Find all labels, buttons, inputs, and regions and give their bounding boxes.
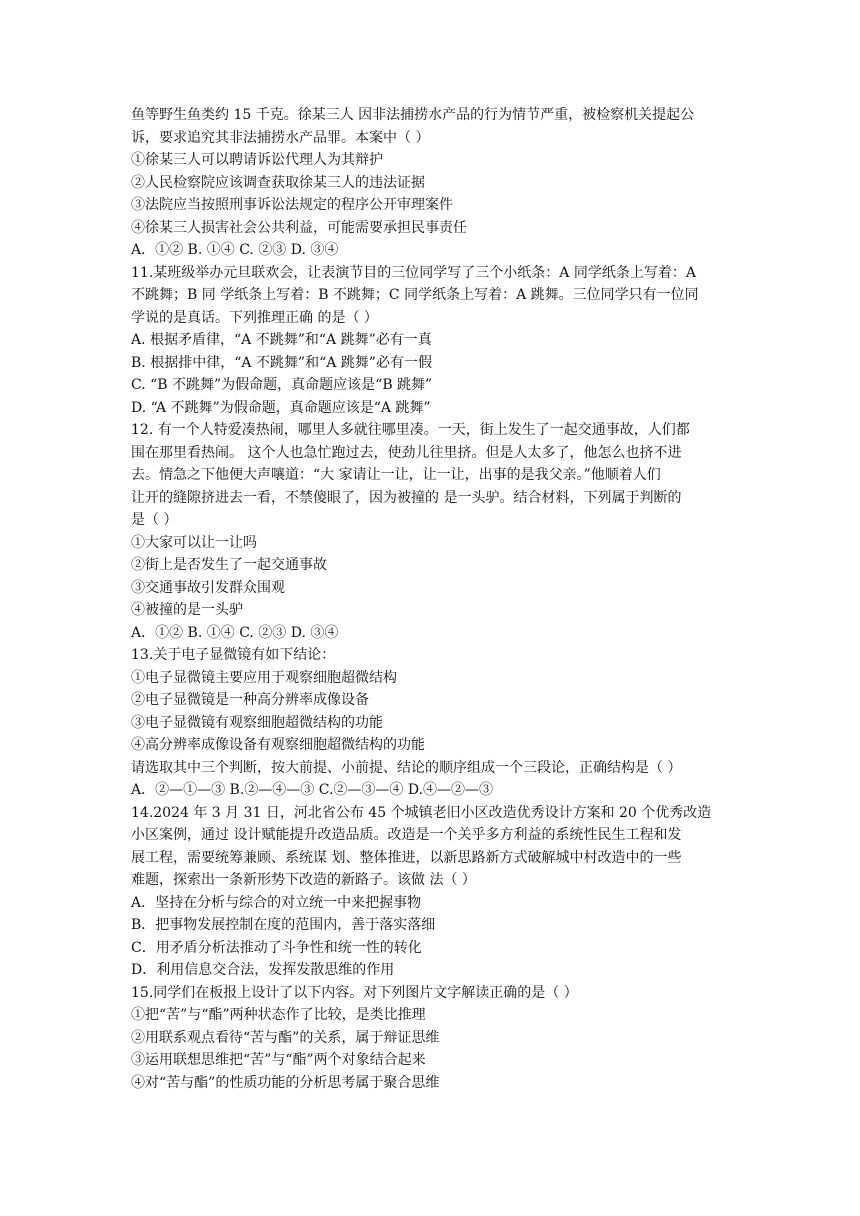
text-line: ④高分辨率成像设备有观察细胞超微结构的功能 (131, 737, 425, 753)
text-line: ③电子显微镜有观察细胞超微结构的功能 (131, 714, 383, 731)
text-line: A．坚持在分析与综合的对立统一中来把握事物 (131, 894, 422, 911)
text-line: A．②—①—③ B.②—④—③ C.②—③—④ D.④—②—③ (131, 782, 494, 798)
text-line: 是（ ） (131, 512, 178, 528)
text-line: 请选取其中三个判断，按大前提、小前提、结论的顺序组成一个三段论，正确结构是（ ） (131, 759, 682, 776)
text-line: 难题，探索出一条新形势下改造的新路子。该做 法（ ） (131, 872, 476, 888)
text-line: D. “A 不跳舞”为假命题，真命题应该是“A 跳舞” (131, 399, 431, 416)
text-line: ③运用联想思维把“苦”与“酯”两个对象结合起来 (131, 1052, 426, 1068)
text-line: ③交通事故引发群众围观 (131, 579, 285, 596)
text-line: 11.某班级举办元旦联欢会，让表演节目的三位同学写了三个小纸条：A 同学纸条上写着：A (131, 264, 696, 281)
text-line: ①电子显微镜主要应用于观察细胞超微结构 (131, 669, 397, 686)
text-line: A．①② B. ①④ C. ②③ D. ③④ (131, 242, 339, 258)
document-body (131, 104, 741, 1094)
text-line: 13.关于电子显微镜有如下结论： (131, 647, 336, 663)
text-line: 去。情急之下他便大声嚷道：“大 家请让一让，让一让，出事的是我父亲。”他顺着人们 (131, 467, 661, 483)
text-line: ①徐某三人可以聘请诉讼代理人为其辩护 (131, 152, 383, 168)
text-line: ②街上是否发生了一起交通事故 (131, 557, 327, 573)
text-line: 15.同学们在板报上设计了以下内容。对下列图片文字解读正确的是（ ） (131, 984, 578, 1001)
text-line: A. 根据矛盾律，“A 不跳舞”和“A 跳舞”必有一真 (131, 332, 432, 348)
text-line: 12. 有一个人特爱凑热闹，哪里人多就往哪里凑。一天，街上发生了一起交通事故，人们都 (131, 422, 690, 438)
text-line: 14.2024 年 3 月 31 日，河北省公布 45 个城镇老旧小区改造优秀设计方案和 20 个优秀改造 (131, 804, 712, 821)
text-line: ④被撞的是一头驴 (131, 602, 243, 618)
text-line: 鱼等野生鱼类约 15 千克。徐某三人 因非法捕捞水产品的行为情节严重，被检察机关提起公 (131, 107, 695, 123)
text-line: ②用联系观点看待“苦与酯”的关系，属于辩证思维 (131, 1029, 440, 1046)
text-line: ④徐某三人损害社会公共利益，可能需要承担民事责任 (131, 219, 467, 236)
text-line: C．用矛盾分析法推动了斗争性和统一性的转化 (131, 939, 422, 956)
text-line: 小区案例，通过 设计赋能提升改造品质。改造是一个关乎多方利益的系统性民生工程和发 (131, 827, 682, 843)
text-line: ①把“苦”与“酯”两种状态作了比较，是类比推理 (131, 1007, 426, 1023)
text-line: ②人民检察院应该调查获取徐某三人的违法证据 (131, 174, 425, 191)
text-line: B. 根据排中律，“A 不跳舞”和“A 跳舞”必有一假 (131, 354, 432, 371)
text-line: 不跳舞；B 同 学纸条上写着：B 不跳舞；C 同学纸条上写着：A 跳舞。三位同学只有一位同 (131, 287, 699, 303)
text-line: 展工程，需要统筹兼顾、系统谋 划、整体推进，以新思路新方式破解城中村改造中的一些 (131, 849, 682, 866)
text-line: ④对“苦与酯”的性质功能的分析思考属于聚合思维 (131, 1074, 440, 1091)
text-line: ③法院应当按照刑事诉讼法规定的程序公开审理案件 (131, 197, 453, 213)
text-line: 诉，要求追究其非法捕捞水产品罪。本案中（ ） (131, 129, 430, 146)
text-line: D．利用信息交合法，发挥发散思维的作用 (131, 962, 395, 978)
text-line: ①大家可以让一让吗 (131, 534, 257, 551)
text-line: 围在那里看热闹。 这个人也急忙跑过去，使劲儿往里挤。但是人太多了，他怎么也挤不进 (131, 444, 682, 461)
text-line: B．把事物发展控制在度的范围内，善于落实落细 (131, 917, 436, 933)
text-line: 让开的缝隙挤进去一看，不禁傻眼了，因为被撞的 是一头驴。结合材料，下列属于判断的 (131, 489, 682, 506)
text-line: 学说的是真话。下列推理正确 的是（ ） (131, 309, 378, 326)
text-line: A．①② B. ①④ C. ②③ D. ③④ (131, 624, 339, 641)
text-line: C. “B 不跳舞”为假命题，真命题应该是“B 跳舞” (131, 377, 433, 393)
text-line: ②电子显微镜是一种高分辨率成像设备 (131, 692, 369, 708)
